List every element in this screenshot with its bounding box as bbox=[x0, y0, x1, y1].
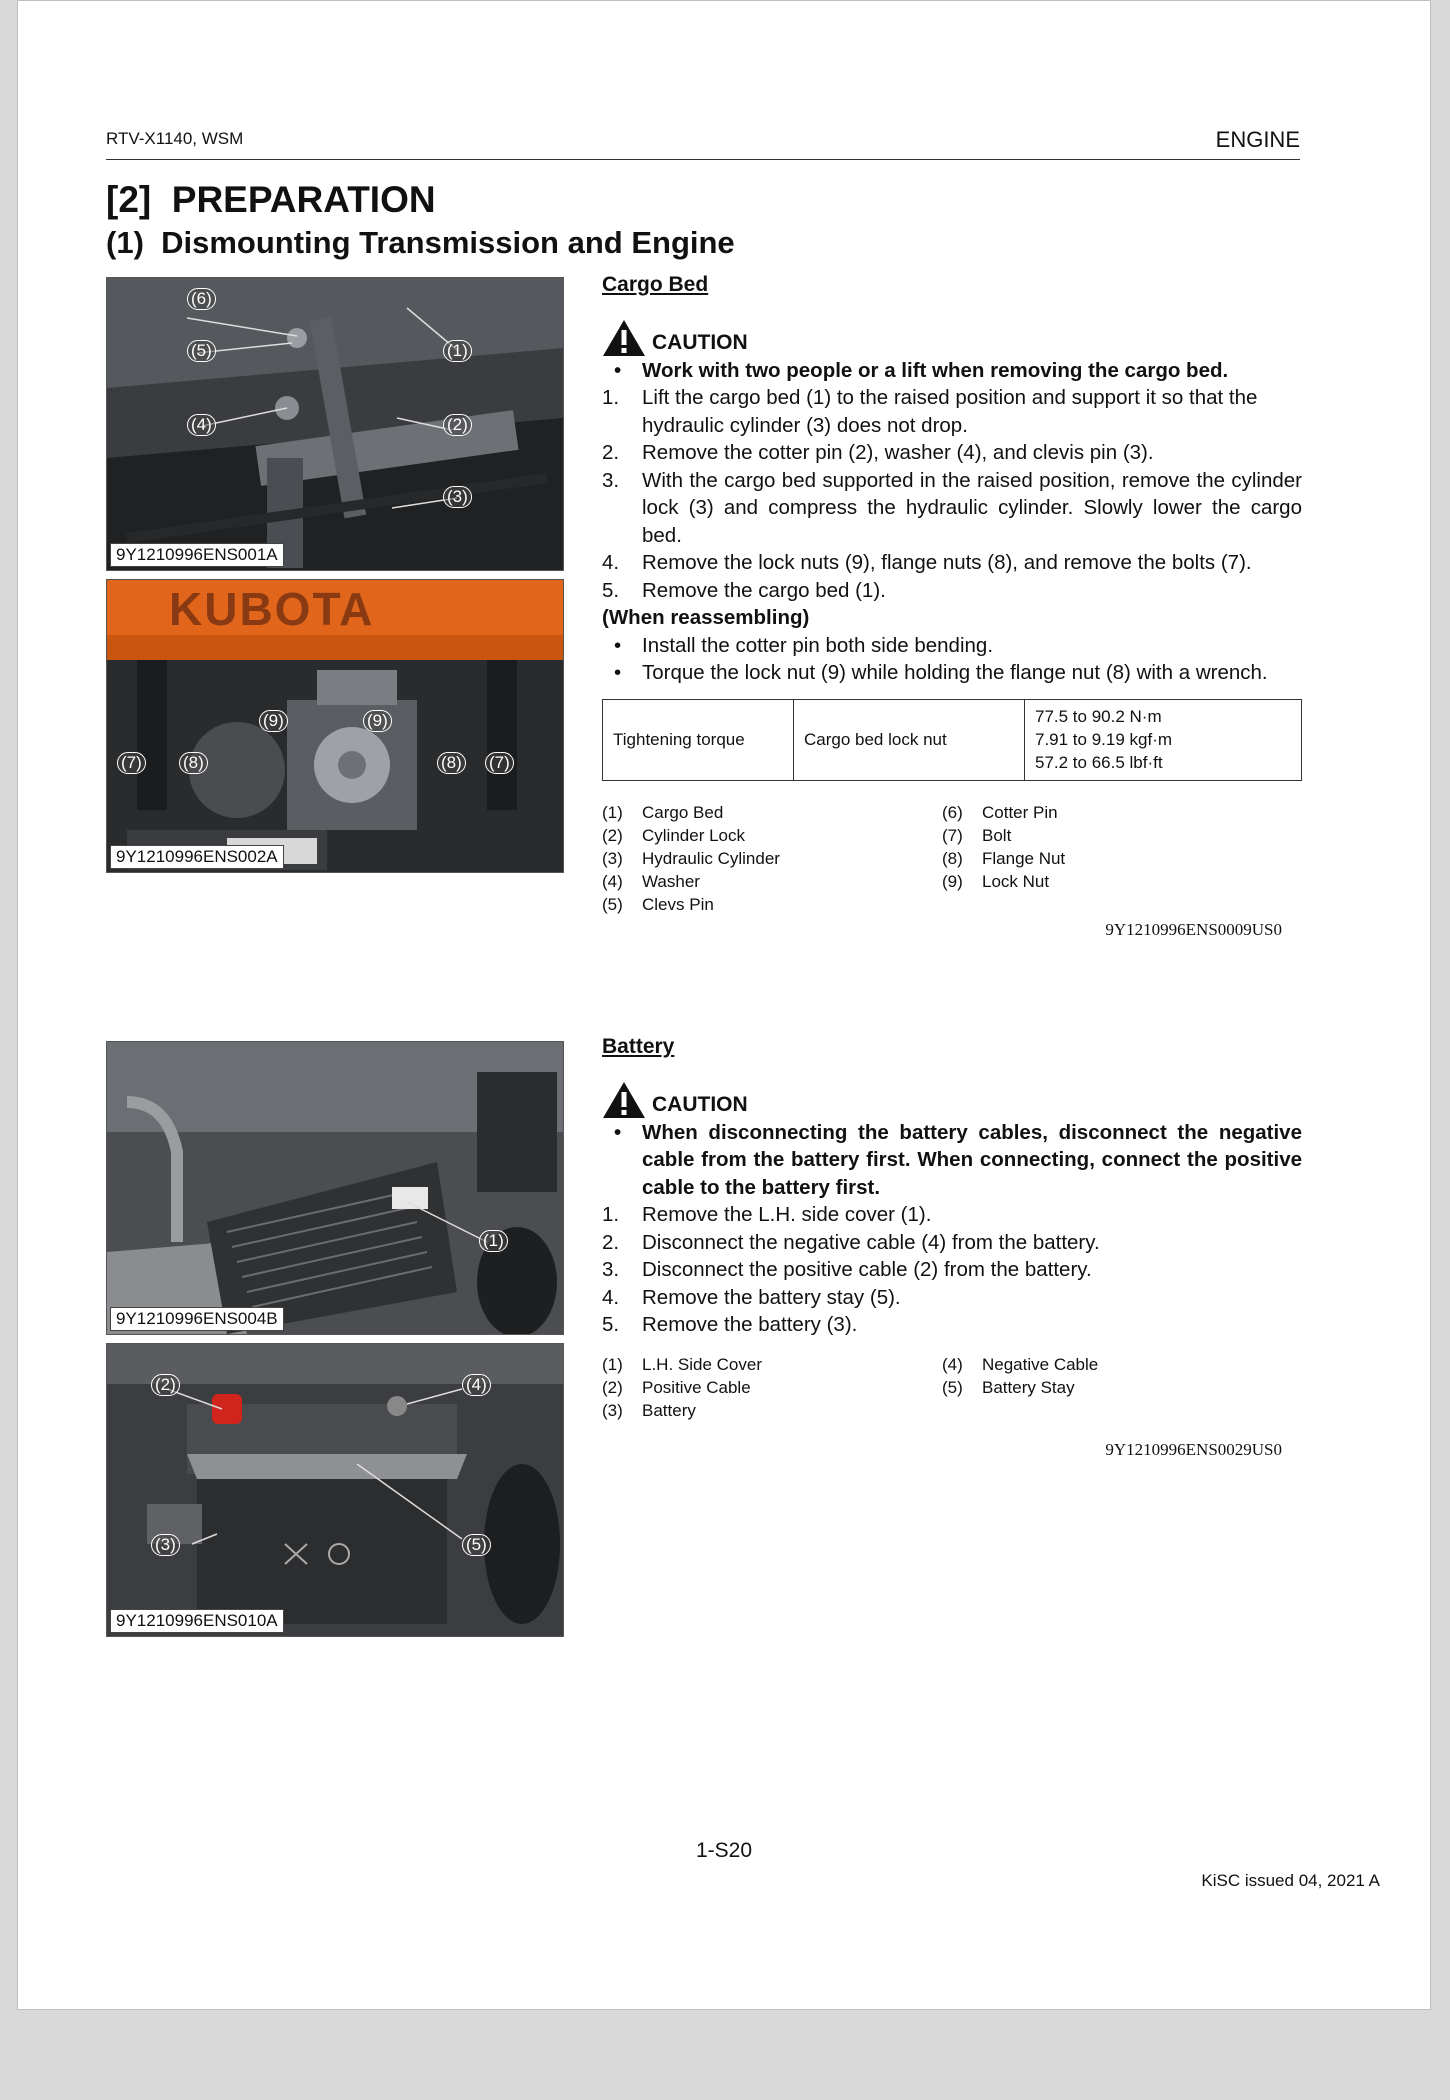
callout-4: (4) bbox=[187, 414, 216, 436]
photo-cargo-bed-hinge bbox=[106, 277, 564, 571]
photo-battery bbox=[106, 1343, 564, 1637]
reassembling-item: • Install the cotter pin both side bending. bbox=[602, 632, 1302, 660]
step-number: 5. bbox=[602, 1313, 620, 1336]
torque-row bbox=[603, 699, 1302, 780]
torque-table bbox=[602, 699, 1302, 781]
photo-ref: 9Y1210996ENS010A bbox=[110, 1609, 284, 1633]
legend-number: (2) bbox=[602, 1377, 623, 1397]
doc-code: 9Y1210996ENS0029US0 bbox=[1105, 1439, 1282, 1459]
legend-item bbox=[942, 1353, 1282, 1376]
step-number: 3. bbox=[602, 1258, 620, 1281]
legend-label: L.H. Side Cover bbox=[642, 1354, 762, 1374]
step-item bbox=[602, 1311, 1302, 1339]
battery-title: Battery bbox=[602, 1035, 675, 1058]
legend-number: (5) bbox=[602, 894, 623, 914]
reassembling-title: (When reassembling) bbox=[602, 606, 810, 629]
legend-label: Battery bbox=[642, 1400, 696, 1420]
legend-item bbox=[602, 1376, 942, 1399]
warning-icon bbox=[602, 1081, 646, 1119]
torque-value-lbfft: 57.2 to 66.5 lbf·ft bbox=[1035, 753, 1163, 772]
legend-label: Washer bbox=[642, 871, 700, 891]
step-item bbox=[602, 549, 1302, 577]
step-text: Remove the battery (3). bbox=[642, 1313, 858, 1336]
step-item bbox=[602, 384, 1302, 439]
callout-2: (2) bbox=[151, 1374, 180, 1396]
torque-item: Cargo bed lock nut bbox=[794, 699, 1025, 780]
step-number: 3. bbox=[602, 468, 620, 492]
callout-2: (2) bbox=[443, 414, 472, 436]
reassembling-list bbox=[602, 632, 1302, 687]
caution-label: CAUTION bbox=[652, 1093, 748, 1116]
photo-ref: 9Y1210996ENS002A bbox=[110, 845, 284, 869]
callout-7: (7) bbox=[117, 752, 146, 774]
legend-label: Bolt bbox=[982, 825, 1012, 845]
torque-label: Tightening torque bbox=[603, 699, 794, 780]
legend-item bbox=[602, 1399, 942, 1422]
legend-item bbox=[602, 824, 942, 847]
photo-side-cover-image bbox=[107, 1042, 563, 1334]
battery-legend bbox=[602, 1353, 1302, 1422]
step-text: Disconnect the negative cable (4) from the battery. bbox=[642, 1230, 1100, 1254]
step-text: Remove the battery stay (5). bbox=[642, 1285, 901, 1309]
step-item bbox=[602, 1256, 1302, 1284]
step-text: Lift the cargo bed (1) to the raised position and support it so that the hydraulic cylinder (3) does not drop. bbox=[642, 386, 1258, 437]
manual-page bbox=[17, 0, 1431, 2010]
caution-label: CAUTION bbox=[652, 331, 748, 354]
caution-item: • Work with two people or a lift when removing the cargo bed. bbox=[602, 357, 1302, 385]
torque-values bbox=[1025, 699, 1302, 780]
legend-item bbox=[942, 847, 1282, 870]
legend-label: Negative Cable bbox=[982, 1354, 1099, 1374]
step-item bbox=[602, 1284, 1302, 1312]
legend-item bbox=[942, 824, 1282, 847]
legend-number: (2) bbox=[602, 825, 623, 845]
torque-value-nm: 77.5 to 90.2 N·m bbox=[1035, 707, 1162, 726]
header-model: RTV-X1140, WSM bbox=[106, 129, 244, 148]
legend-number: (1) bbox=[602, 1354, 623, 1374]
step-item bbox=[602, 1201, 1302, 1229]
callout-8: (8) bbox=[179, 752, 208, 774]
legend-label: Positive Cable bbox=[642, 1377, 751, 1397]
step-text: Disconnect the positive cable (2) from the battery. bbox=[642, 1258, 1092, 1281]
legend-item bbox=[602, 847, 942, 870]
subsection-title: (1) Dismounting Transmission and Engine bbox=[106, 225, 735, 260]
step-text: Remove the cotter pin (2), washer (4), and clevis pin (3). bbox=[642, 441, 1154, 464]
callout-1: (1) bbox=[479, 1230, 508, 1252]
legend-number: (3) bbox=[602, 1400, 623, 1420]
legend-label: Cotter Pin bbox=[982, 802, 1058, 822]
legend-number: (8) bbox=[942, 848, 963, 868]
callout-8: (8) bbox=[437, 752, 466, 774]
cargo-bed-caution bbox=[602, 319, 1302, 357]
legend-label: Flange Nut bbox=[982, 848, 1066, 868]
legend-number: (6) bbox=[942, 802, 963, 822]
cargo-bed-caution-list bbox=[602, 357, 1302, 385]
legend-number: (9) bbox=[942, 871, 963, 891]
torque-value-kgfm: 7.91 to 9.19 kgf·m bbox=[1035, 730, 1173, 749]
step-item bbox=[602, 1229, 1302, 1257]
callout-7: (7) bbox=[485, 752, 514, 774]
callout-6: (6) bbox=[187, 288, 216, 310]
section-title: [2] PREPARATION bbox=[106, 179, 436, 220]
callout-1: (1) bbox=[443, 340, 472, 362]
page-number: 1-S20 bbox=[695, 1839, 753, 1862]
legend-item bbox=[942, 801, 1282, 824]
callout-5: (5) bbox=[187, 340, 216, 362]
doc-code: 9Y1210996ENS0009US0 bbox=[1105, 919, 1282, 939]
legend-item bbox=[602, 1353, 942, 1376]
photo-ref: 9Y1210996ENS001A bbox=[110, 543, 284, 567]
step-text: Remove the lock nuts (9), flange nuts (8), and remove the bolts (7). bbox=[642, 551, 1252, 574]
kubota-logo: KUBOTA bbox=[169, 583, 375, 635]
battery-steps bbox=[602, 1201, 1302, 1339]
step-number: 2. bbox=[602, 1230, 620, 1254]
callout-5: (5) bbox=[462, 1534, 491, 1556]
step-number: 5. bbox=[602, 578, 620, 602]
legend-item bbox=[602, 870, 942, 893]
callout-9: (9) bbox=[363, 710, 392, 732]
step-item bbox=[602, 467, 1302, 550]
legend-number: (1) bbox=[602, 802, 623, 822]
legend-number: (4) bbox=[942, 1354, 963, 1374]
header-rule bbox=[106, 159, 1300, 160]
legend-label: Battery Stay bbox=[982, 1377, 1075, 1397]
warning-icon bbox=[602, 319, 646, 357]
cargo-bed-steps bbox=[602, 384, 1302, 604]
header-chapter: ENGINE bbox=[1215, 127, 1300, 152]
callout-3: (3) bbox=[151, 1534, 180, 1556]
step-number: 4. bbox=[602, 1285, 620, 1309]
battery-section bbox=[602, 1033, 1302, 1463]
issued-note: KiSC issued 04, 2021 A bbox=[1201, 1871, 1380, 1890]
step-number: 1. bbox=[602, 1203, 620, 1226]
legend-item bbox=[602, 801, 942, 824]
photo-side-cover bbox=[106, 1041, 564, 1335]
step-text: With the cargo bed supported in the raised position, remove the cylinder lock (3) and compress the hydraulic cylinder. Slowly lower the cargo bed. bbox=[642, 468, 1302, 547]
legend-item bbox=[602, 893, 942, 916]
legend-number: (5) bbox=[942, 1377, 963, 1397]
legend-number: (3) bbox=[602, 848, 623, 868]
photo-engine-bay bbox=[106, 579, 564, 873]
photo-ref: 9Y1210996ENS004B bbox=[110, 1307, 284, 1331]
step-text: Remove the cargo bed (1). bbox=[642, 578, 886, 602]
reassembling-item: • Torque the lock nut (9) while holding the flange nut (8) with a wrench. bbox=[602, 659, 1302, 687]
legend-number: (4) bbox=[602, 871, 623, 891]
legend-label: Cargo Bed bbox=[642, 802, 724, 822]
legend-item bbox=[942, 1376, 1282, 1399]
legend-label: Cylinder Lock bbox=[642, 825, 745, 845]
callout-3: (3) bbox=[443, 486, 472, 508]
legend-number: (7) bbox=[942, 825, 963, 845]
legend-label: Hydraulic Cylinder bbox=[642, 848, 780, 868]
legend-label: Clevs Pin bbox=[642, 894, 714, 914]
step-item bbox=[602, 577, 1302, 605]
battery-caution bbox=[602, 1081, 1302, 1119]
step-number: 1. bbox=[602, 386, 620, 409]
callout-9: (9) bbox=[259, 710, 288, 732]
cargo-bed-title: Cargo Bed bbox=[602, 273, 709, 296]
legend-item bbox=[942, 870, 1282, 893]
step-number: 4. bbox=[602, 551, 620, 574]
callout-4: (4) bbox=[462, 1374, 491, 1396]
battery-caution-list bbox=[602, 1119, 1302, 1202]
photo-cargo-bed-hinge-image bbox=[107, 278, 563, 570]
cargo-bed-section bbox=[602, 271, 1302, 943]
step-text: Remove the L.H. side cover (1). bbox=[642, 1203, 932, 1226]
cargo-bed-legend bbox=[602, 801, 1302, 916]
legend-label: Lock Nut bbox=[982, 871, 1050, 891]
caution-item: • When disconnecting the battery cables, disconnect the negative cable from the battery first. When connecting, connect the positive cable to the battery first. bbox=[602, 1119, 1302, 1202]
step-item bbox=[602, 439, 1302, 467]
step-number: 2. bbox=[602, 441, 620, 464]
